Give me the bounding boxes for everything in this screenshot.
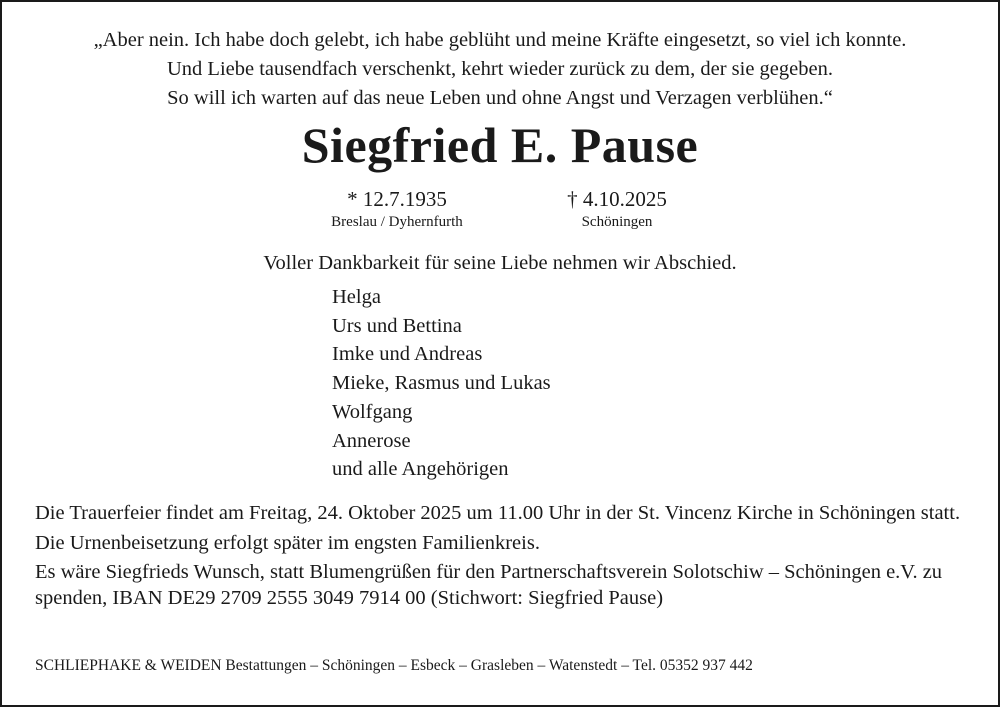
poem-quote bbox=[2, 26, 998, 113]
urn-info: Die Urnenbeisetzung erfolgt später im engsten Familienkreis. bbox=[35, 531, 540, 554]
family-member: Imke und Andreas bbox=[332, 343, 483, 366]
service-info bbox=[35, 501, 975, 615]
birth-block bbox=[302, 186, 492, 232]
death-block bbox=[522, 186, 712, 232]
family-member: Annerose bbox=[332, 429, 411, 452]
donation-info: Es wäre Siegfrieds Wunsch, statt Blumengrüßen für den Partnerschaftsverein Solotschiw – Schöningen e.V. zu spenden, IBAN DE29 2709 2555 3049 7914 00 (Stichwort: Siegfried Pause) bbox=[35, 561, 943, 609]
family-member: Urs und Bettina bbox=[332, 314, 462, 337]
family-list bbox=[332, 283, 551, 484]
family-member: Mieke, Rasmus und Lukas bbox=[332, 372, 551, 395]
thanks-line: Voller Dankbarkeit für seine Liebe nehmen wir Abschied. bbox=[263, 252, 737, 274]
deceased-name: Siegfried E. Pause bbox=[301, 117, 699, 173]
death-date: † 4.10.2025 bbox=[567, 187, 667, 211]
funeral-home-footer: SCHLIEPHAKE & WEIDEN Bestattungen – Schöningen – Esbeck – Grasleben – Watenstedt – Tel. 05352 937 442 bbox=[35, 657, 753, 674]
poem-line: So will ich warten auf das neue Leben und ohne Angst und Verzagen verblühen.“ bbox=[167, 87, 833, 109]
family-member: Helga bbox=[332, 286, 381, 308]
birth-place: Breslau / Dyhernfurth bbox=[331, 214, 463, 230]
poem-line: Und Liebe tausendfach verschenkt, kehrt wieder zurück zu dem, der sie gegeben. bbox=[167, 58, 833, 80]
family-member: Wolfgang bbox=[332, 400, 413, 423]
birth-date: * 12.7.1935 bbox=[347, 187, 447, 211]
family-member: und alle Angehörigen bbox=[332, 458, 509, 481]
death-place: Schöningen bbox=[581, 214, 653, 230]
poem-line: „Aber nein. Ich habe doch gelebt, ich habe geblüht und meine Kräfte eingesetzt, so viel ich konnte. bbox=[93, 29, 907, 51]
funeral-info: Die Trauerfeier findet am Freitag, 24. Oktober 2025 um 11.00 Uhr in der St. Vincenz Kirche in Schöningen statt. bbox=[35, 502, 961, 524]
